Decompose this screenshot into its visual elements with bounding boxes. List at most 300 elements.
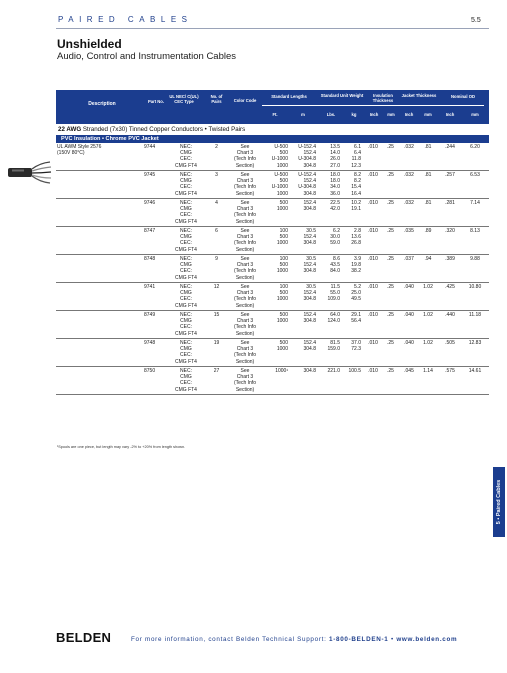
cell-jk-mm: 1.14 (423, 368, 433, 374)
cell-weight-kg (342, 312, 361, 324)
cell-length-m (290, 340, 316, 352)
table-body (56, 143, 489, 395)
cell-pairs: 6 (215, 228, 218, 234)
cell-color-code-line: See (240, 228, 250, 234)
cell-length-ft (260, 340, 288, 352)
cell-weight-lbs-line: 34.0 (330, 184, 340, 191)
sub-header: PVC Insulation • Chrome PVC Jacket (56, 135, 489, 143)
cell-weight-kg-line: 16.4 (351, 190, 361, 197)
description-line: (150V 80°C) (57, 150, 85, 157)
cell-weight-lbs-line: 26.0 (330, 156, 340, 163)
cell-length-m-line: 152.4 (303, 340, 316, 346)
cell-color-code (230, 144, 260, 169)
cell-weight-kg (342, 340, 361, 352)
group-title (56, 124, 489, 135)
cell-weight-lbs (318, 340, 340, 352)
cell-length-ft (260, 172, 288, 197)
cell-od-mm: 9.88 (470, 256, 480, 262)
cell-od-inch: .281 (445, 200, 455, 206)
cell-weight-kg-line: 13.6 (351, 234, 361, 241)
footer-contact (131, 636, 457, 643)
cell-ul-type-line: CEC: (180, 156, 192, 163)
col-m: m (301, 112, 305, 117)
table-row (56, 367, 489, 395)
cell-weight-lbs-line: 159.0 (327, 346, 340, 353)
cell-length-ft (260, 200, 288, 212)
cell-od-inch: .244 (445, 144, 455, 150)
cell-weight-kg-line: 100.5 (348, 368, 361, 374)
col-od-mm: mm (471, 112, 479, 117)
cell-color-code-line: Section) (235, 358, 255, 365)
cell-weight-kg-line: 38.2 (351, 268, 361, 275)
cell-length-m (290, 144, 316, 169)
cell-ins-inch: .010 (368, 172, 378, 178)
cell-color-code-line: (Tech Info (234, 212, 256, 219)
cell-length-ft-line: 1000 (276, 240, 288, 247)
col-ft: Ft. (272, 112, 278, 117)
cell-weight-kg (342, 172, 361, 197)
cell-part-no: 9744 (144, 144, 156, 150)
cell-part-no: 9741 (144, 284, 156, 290)
cell-weight-kg-line: 8.2 (354, 172, 361, 178)
cell-color-code-line: Chart 3 (236, 150, 254, 157)
cell-ul-type-line: CMG FT4 (175, 246, 197, 253)
cell-weight-lbs (318, 368, 340, 374)
col-kg: kg (351, 112, 357, 117)
footnote: ¹Spools are one piece, but length may vary -2% to +20% from length shown. (57, 445, 186, 449)
cell-weight-lbs-line: 6.2 (333, 228, 340, 234)
cell-pairs: 9 (215, 256, 218, 262)
cell-weight-lbs-line: 42.0 (330, 206, 340, 213)
table-row (56, 255, 489, 283)
cell-weight-lbs-line: 13.5 (330, 144, 340, 150)
cell-weight-kg-line: 56.4 (351, 318, 361, 325)
cell-weight-lbs (318, 200, 340, 212)
side-tab (493, 467, 505, 537)
cell-ins-mm: .25 (387, 368, 394, 374)
cell-ins-mm: .25 (387, 340, 394, 346)
col-ul-nec: UL NEC/ C(UL) CEC Type (169, 94, 199, 104)
cell-jk-mm: 1.02 (423, 284, 433, 290)
cell-od-inch: .575 (445, 368, 455, 374)
cell-pairs: 15 (213, 312, 220, 318)
cell-ul-type (166, 144, 206, 169)
cell-ul-type-line: CMG FT4 (175, 274, 197, 281)
group-description: Stranded (7x30) Tinned Copper Conductors • Twisted Pairs (82, 126, 246, 133)
cell-jk-mm: 1.02 (423, 340, 433, 346)
cell-ul-type-line: NEC: (180, 368, 192, 374)
group-gauge: 22 AWG (58, 126, 82, 133)
cell-od-inch: .257 (445, 172, 455, 178)
cell-jk-inch: .040 (404, 284, 414, 290)
cell-od-mm: 12.83 (468, 340, 482, 346)
cell-color-code-line: See (240, 340, 250, 346)
cell-length-m (290, 228, 316, 247)
col-nominal-od: Nominal OD (451, 94, 475, 99)
cell-length-ft-line: 1000 (276, 190, 288, 197)
cell-ul-type-line: CMG (180, 374, 192, 381)
cell-length-ft-line: 500 (279, 178, 288, 185)
cell-ins-inch: .010 (368, 256, 378, 262)
cell-length-m-line: U-304.8 (298, 156, 316, 163)
cell-length-ft-line: 1000 (276, 318, 288, 325)
col-color-code: Color Code (233, 98, 257, 103)
cell-ul-type-line: CMG FT4 (175, 190, 197, 197)
cell-jk-inch: .032 (404, 200, 414, 206)
cell-length-m-line: 304.8 (303, 318, 316, 325)
cell-jk-mm: .81 (424, 200, 432, 206)
cell-jk-inch: .045 (404, 368, 414, 374)
cell-length-ft-line: 500 (279, 340, 288, 346)
col-od-inch: Inch (445, 112, 455, 117)
cell-length-m-line: 304.8 (303, 368, 316, 374)
cell-color-code-line: (Tech Info (234, 296, 256, 303)
cell-ul-type (166, 200, 206, 225)
cell-weight-kg-line: 29.1 (351, 312, 361, 318)
table-row (56, 171, 489, 199)
cell-ul-type-line: CMG (180, 318, 192, 325)
cell-ul-type-line: CEC: (180, 380, 192, 387)
cell-ul-type-line: CMG FT4 (175, 218, 197, 225)
cell-ul-type-line: CEC: (180, 212, 192, 219)
cell-ul-type (166, 340, 206, 365)
table-row (56, 227, 489, 255)
cell-ins-mm: .25 (387, 228, 394, 234)
cell-color-code-line: Chart 3 (236, 318, 254, 325)
cell-weight-kg-line: 6.4 (354, 150, 361, 157)
cell-weight-kg-line: 72.3 (351, 346, 361, 353)
cell-weight-kg (342, 144, 361, 169)
cell-length-ft-line: 100 (279, 228, 288, 234)
cell-weight-kg-line: 26.8 (351, 240, 361, 247)
cell-length-ft (260, 144, 288, 169)
cell-length-m (290, 312, 316, 324)
cell-color-code-line: (Tech Info (234, 352, 256, 359)
cell-jk-mm: 1.02 (423, 312, 433, 318)
cell-ul-type-line: CMG (180, 178, 192, 185)
cell-weight-lbs-line: 8.6 (333, 256, 340, 262)
cell-ins-mm: .25 (387, 284, 394, 290)
cell-ins-mm: .25 (387, 200, 394, 206)
cell-color-code (230, 312, 260, 337)
cell-color-code (230, 284, 260, 309)
cell-ul-type-line: CMG (180, 206, 192, 213)
cell-length-m (290, 200, 316, 212)
cell-ins-inch: .010 (368, 312, 378, 318)
cell-length-ft (260, 368, 288, 374)
cell-jk-inch: .040 (404, 340, 414, 346)
cell-color-code-line: Section) (235, 386, 255, 393)
cell-part-no: 9745 (144, 172, 156, 178)
cell-color-code-line: Section) (235, 190, 255, 197)
cell-jk-mm: .81 (424, 144, 432, 150)
cell-ul-type-line: CMG FT4 (175, 358, 197, 365)
cell-pairs: 27 (213, 368, 220, 374)
cell-ul-type-line: CEC: (180, 184, 192, 191)
cell-length-ft (260, 312, 288, 324)
cell-ins-inch: .010 (368, 340, 378, 346)
cell-color-code-line: See (240, 172, 250, 178)
cell-ul-type-line: NEC: (180, 256, 192, 262)
cell-ins-inch: .010 (368, 228, 378, 234)
cell-length-m-line: 152.4 (303, 312, 316, 318)
cell-pairs: 2 (215, 144, 218, 150)
footer-bullet: • (390, 636, 394, 643)
cell-ul-type-line: CMG (180, 346, 192, 353)
cell-color-code-line: (Tech Info (234, 268, 256, 275)
cell-length-ft-line: 1000¹ (275, 368, 288, 374)
cell-color-code-line: Section) (235, 330, 255, 337)
cell-weight-lbs (318, 144, 340, 169)
cell-weight-kg-line: 25.0 (351, 290, 361, 297)
cell-ul-type (166, 368, 206, 393)
cell-length-m-line: U-152.4 (298, 172, 316, 178)
cable-spec-table (56, 90, 489, 395)
cell-ul-type-line: NEC: (180, 228, 192, 234)
cell-ul-type-line: NEC: (180, 340, 192, 346)
belden-logo: BELDEN (56, 630, 112, 645)
page-subtitle: Audio, Control and Instrumentation Cables (57, 51, 237, 62)
cell-color-code-line: See (240, 144, 250, 150)
cell-length-m-line: 304.8 (303, 268, 316, 275)
cell-ul-type-line: CEC: (180, 240, 192, 247)
cell-ul-type-line: CMG FT4 (175, 162, 197, 169)
cell-color-code (230, 172, 260, 197)
cell-weight-kg-line: 6.1 (354, 144, 361, 150)
cell-length-ft-line: U-1000 (271, 184, 288, 191)
cell-ins-inch: .010 (368, 144, 378, 150)
col-standard-unit-weight: Standard Unit Weight (320, 93, 364, 98)
cell-length-ft-line: U-1000 (271, 156, 288, 163)
header-rule (56, 28, 489, 29)
table-row (56, 143, 489, 171)
cell-ul-type-line: CMG (180, 290, 192, 297)
cell-ul-type-line: CEC: (180, 268, 192, 275)
cell-weight-lbs-line: 59.0 (330, 240, 340, 247)
cell-weight-lbs-line: 124.0 (327, 318, 340, 325)
cell-description (57, 144, 101, 156)
cell-length-m-line: 152.4 (303, 234, 316, 241)
cell-weight-lbs-line: 18.0 (330, 172, 340, 178)
col-description: Description (88, 101, 116, 107)
table-row (56, 199, 489, 227)
cell-color-code-line: Chart 3 (236, 290, 254, 297)
col-ins-inch: Inch (369, 112, 379, 117)
cell-length-m-line: 152.4 (303, 178, 316, 185)
cell-weight-lbs-line: 81.5 (330, 340, 340, 346)
cell-length-m-line: 304.8 (303, 296, 316, 303)
cell-length-ft-line: 1000 (276, 296, 288, 303)
cell-ins-inch: .010 (368, 200, 378, 206)
cell-length-m-line: 152.4 (303, 200, 316, 206)
col-lbs: Lbs. (326, 112, 336, 117)
cell-ul-type-line: NEC: (180, 144, 192, 150)
cell-jk-inch: .037 (404, 256, 414, 262)
cell-length-ft-line: 1000 (276, 346, 288, 353)
cell-weight-lbs-line: 11.5 (330, 284, 340, 290)
cell-color-code-line: See (240, 256, 250, 262)
cell-jk-inch: .035 (404, 228, 414, 234)
cell-color-code-line: See (240, 312, 250, 318)
table-row (56, 311, 489, 339)
cell-ul-type-line: CMG (180, 262, 192, 269)
cell-color-code-line: Chart 3 (236, 178, 254, 185)
cell-ul-type-line: CMG FT4 (175, 330, 197, 337)
cell-color-code-line: See (240, 200, 250, 206)
cell-jk-mm: .81 (424, 172, 432, 178)
cell-ins-mm: .25 (387, 312, 394, 318)
cell-ul-type-line: NEC: (180, 172, 192, 178)
cell-length-ft (260, 228, 288, 247)
cell-ul-type-line: CMG (180, 234, 192, 241)
cell-length-ft-line: U-500 (274, 172, 288, 178)
cell-length-m-line: 152.4 (303, 290, 316, 297)
cell-pairs: 3 (215, 172, 218, 178)
cell-length-ft-line: 500 (279, 262, 288, 269)
cell-od-mm: 8.13 (470, 228, 480, 234)
cell-jk-inch: .040 (404, 312, 414, 318)
cell-ul-type-line: NEC: (180, 200, 192, 206)
cell-length-ft-line: 500 (279, 200, 288, 206)
cell-length-m-line: 30.5 (306, 284, 316, 290)
col-insulation-thickness: Insulation Thickness (372, 93, 394, 103)
cell-od-mm: 14.61 (468, 368, 482, 374)
cell-length-m-line: 152.4 (303, 262, 316, 269)
col-jacket-thickness: Jacket Thickness (401, 93, 437, 98)
cell-color-code-line: (Tech Info (234, 324, 256, 331)
cell-jk-mm: .94 (424, 256, 432, 262)
cell-od-inch: .425 (445, 284, 455, 290)
cell-ul-type (166, 256, 206, 281)
cell-ul-type (166, 312, 206, 337)
cable-illustration-icon (8, 159, 52, 190)
cell-weight-lbs-line: 55.0 (330, 290, 340, 297)
cell-weight-kg (342, 256, 361, 275)
cell-ul-type-line: CEC: (180, 296, 192, 303)
cell-weight-kg-line: 10.2 (351, 200, 361, 206)
cell-ins-inch: .010 (368, 368, 378, 374)
cell-weight-lbs-line: 221.0 (327, 368, 340, 374)
cell-length-m (290, 368, 316, 374)
cell-ins-mm: .25 (387, 144, 394, 150)
col-jk-inch: Inch (404, 112, 414, 117)
cell-color-code (230, 228, 260, 253)
cell-ul-type (166, 228, 206, 253)
cell-jk-inch: .032 (404, 144, 414, 150)
cell-ul-type-line: CMG FT4 (175, 302, 197, 309)
cell-weight-kg-line: 3.9 (354, 256, 361, 262)
cell-weight-kg-line: 8.2 (354, 178, 361, 185)
cell-weight-lbs-line: 84.0 (330, 268, 340, 275)
col-standard-lengths: Standard Lengths (271, 94, 307, 99)
cell-color-code-line: (Tech Info (234, 184, 256, 191)
col-part-no: Part No. (147, 99, 165, 104)
cell-part-no: 8750 (144, 368, 156, 374)
cell-jk-mm: .89 (424, 228, 432, 234)
cell-weight-lbs-line: 64.0 (330, 312, 340, 318)
cell-ul-type-line: CEC: (180, 324, 192, 331)
cell-weight-kg-line: 49.5 (351, 296, 361, 303)
footer-website: www.belden.com (396, 636, 458, 643)
cell-od-mm: 6.20 (470, 144, 480, 150)
cell-weight-kg-line: 2.8 (354, 228, 361, 234)
cell-color-code-line: Section) (235, 274, 255, 281)
cell-weight-lbs (318, 284, 340, 303)
cell-weight-lbs (318, 228, 340, 247)
cell-color-code-line: (Tech Info (234, 240, 256, 247)
cell-length-ft-line: 100 (279, 284, 288, 290)
cell-length-ft (260, 256, 288, 275)
table-row (56, 283, 489, 311)
cell-part-no: 8749 (144, 312, 156, 318)
cell-part-no: 9746 (144, 200, 156, 206)
cell-od-inch: .389 (445, 256, 455, 262)
cell-od-inch: .505 (445, 340, 455, 346)
cell-color-code-line: Section) (235, 162, 255, 169)
cell-color-code (230, 256, 260, 281)
cell-weight-kg (342, 228, 361, 247)
cell-length-ft (260, 284, 288, 303)
cell-pairs: 19 (213, 340, 220, 346)
cell-color-code-line: Section) (235, 302, 255, 309)
cell-length-m-line: 304.8 (303, 206, 316, 213)
cell-length-m (290, 256, 316, 275)
cell-ul-type-line: CMG FT4 (175, 386, 197, 393)
cell-ins-inch: .010 (368, 284, 378, 290)
page-number: 5.5 (471, 17, 481, 24)
cell-ins-mm: .25 (387, 172, 394, 178)
cell-weight-lbs (318, 256, 340, 275)
cell-part-no: 8747 (144, 228, 156, 234)
cell-length-m-line: 152.4 (303, 150, 316, 157)
cell-weight-lbs (318, 312, 340, 324)
col-ins-mm: mm (387, 112, 395, 117)
cell-weight-kg-line: 15.4 (351, 184, 361, 191)
footer-phone: 1-800-BELDEN-1 (329, 636, 389, 643)
cell-length-m (290, 172, 316, 197)
col-no-pairs: No. of Pairs (210, 94, 223, 104)
cell-color-code-line: (Tech Info (234, 380, 256, 387)
cell-weight-lbs (318, 172, 340, 197)
cell-od-inch: .320 (445, 228, 455, 234)
cell-od-mm: 6.53 (470, 172, 480, 178)
cell-length-m-line: U-152.4 (298, 144, 316, 150)
table-row (56, 339, 489, 367)
cell-color-code-line: Chart 3 (236, 346, 254, 353)
cell-color-code (230, 368, 260, 393)
side-tab-label: 5 • Paired Cables (496, 479, 502, 525)
cell-length-ft-line: 500 (279, 312, 288, 318)
cell-ul-type (166, 172, 206, 197)
cell-length-ft-line: U-500 (274, 144, 288, 150)
page-title: Unshielded (57, 37, 122, 51)
cell-color-code-line: Chart 3 (236, 374, 254, 381)
cell-weight-lbs-line: 27.0 (330, 162, 340, 169)
cell-ins-mm: .25 (387, 256, 394, 262)
cell-length-ft-line: 1000 (276, 162, 288, 169)
cell-length-ft-line: 500 (279, 290, 288, 297)
description-line: UL AWM Style 2576 (57, 144, 102, 150)
cell-length-m (290, 284, 316, 303)
cell-length-m-line: 30.5 (306, 256, 316, 262)
cell-pairs: 12 (213, 284, 220, 290)
cell-length-m-line: 304.8 (303, 346, 316, 353)
cell-color-code-line: Chart 3 (236, 262, 254, 269)
cell-part-no: 8748 (144, 256, 156, 262)
cell-weight-lbs-line: 18.0 (330, 178, 340, 185)
cell-ul-type-line: NEC: (180, 312, 192, 318)
cell-color-code-line: See (240, 284, 250, 290)
